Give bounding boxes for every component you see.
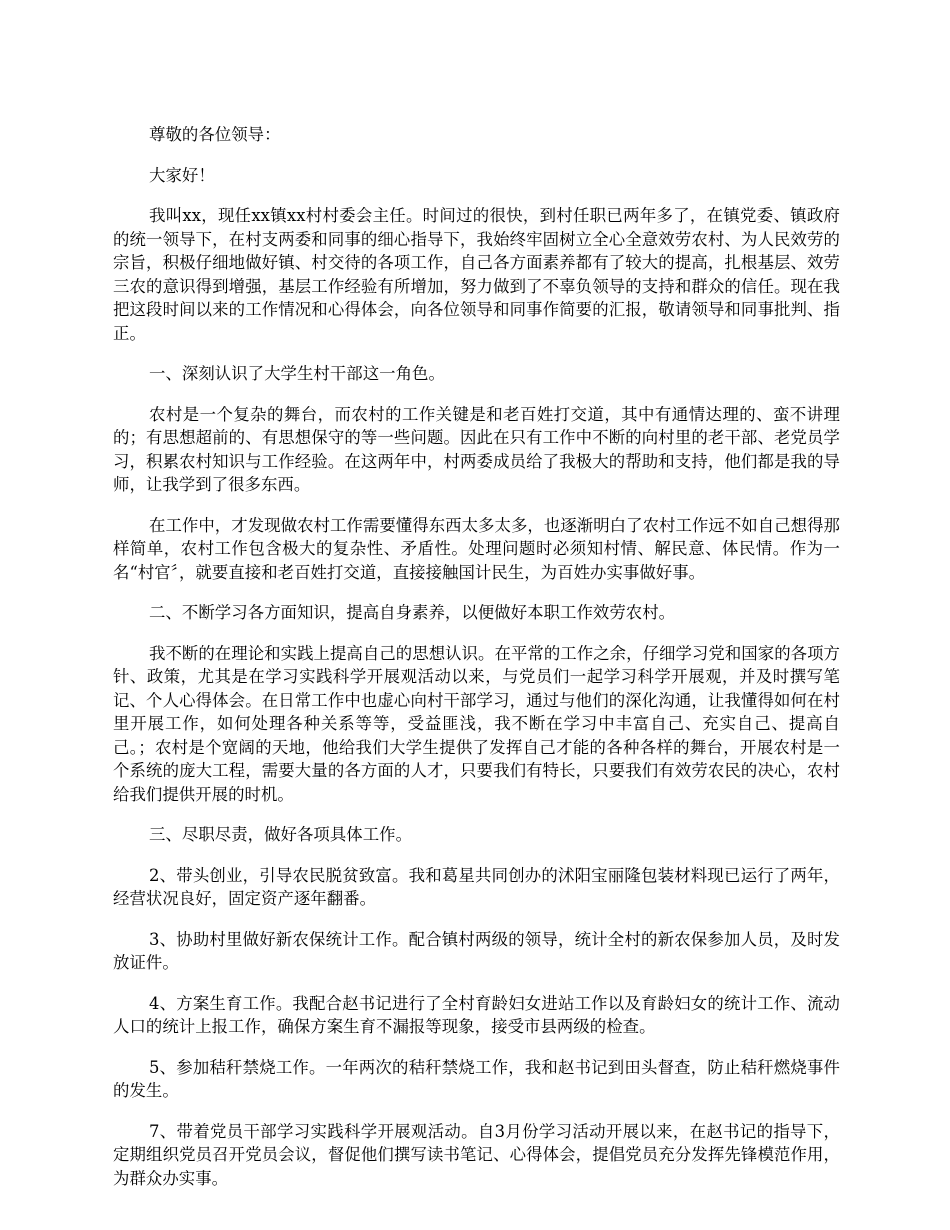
greeting: 大家好！ [149, 165, 215, 185]
section-heading-1: 一、深刻认识了大学生村干部这一角色。 [149, 364, 445, 383]
list-item: 5、参加秸秆禁烧工作。一年两次的秸秆禁烧工作，我和赵书记到田头督查，防止秸秆燃烧事件的发生。 [113, 1057, 840, 1100]
list-item: 3、协助村里做好新农保统计工作。配合镇村两级的领导，统计全村的新农保参加人员，及时发放证件。 [113, 929, 840, 972]
body-paragraph: 在工作中，才发现做农村工作需要懂得东西太多太多，也逐渐明白了农村工作远不如自己想得那样简单，农村工作包含极大的复杂性、矛盾性。处理问题时必须知村情、解民意、体民情。作为一名“村官〞，就要直接和老百姓打交道，直接接触国计民生，为百姓办实事做好事。 [113, 515, 840, 582]
intro-paragraph: 我叫xx，现任xx镇xx村村委会主任。时间过的很快，到村任职已两年多了，在镇党委、镇政府的统一领导下，在村支两委和同事的细心指导下，我始终牢固树立全心全意效劳农村、为人民效劳的宗旨，积极仔细地做好镇、村交待的各项工作，自己各方面素养都有了较大的提高，扎根基层、效劳三农的意识得到增强，基层工作经验有所增加，努力做到了不辜负领导的支持和群众的信任。现在我把这段时间以来的工作情况和心得体会，向各位领导和同事作简要的汇报，敬请领导和同事批判、指正。 [113, 206, 840, 343]
body-paragraph: 农村是一个复杂的舞台，而农村的工作关键是和老百姓打交道，其中有通情达理的、蛮不讲理的；有思想超前的、有思想保守的等一些问题。因此在只有工作中不断的向村里的老干部、老党员学习，积累农村知识与工作经验。在这两年中，村两委成员给了我极大的帮助和支持，他们都是我的导师，让我学到了很多东西。 [113, 404, 840, 494]
section-heading-3: 三、尽职尽责，做好各项具体工作。 [149, 825, 413, 844]
document-body [113, 123, 840, 1207]
salutation: 尊敬的各位领导： [149, 125, 281, 144]
list-item: 4、方案生育工作。我配合赵书记进行了全村育龄妇女进站工作以及育龄妇女的统计工作、流动人口的统计上报工作，确保方案生育不漏报等现象，接受市县两级的检查。 [113, 993, 840, 1036]
list-item: 2、带头创业，引导农民脱贫致富。我和葛星共同创办的沭阳宝丽隆包装材料现已运行了两年，经营状况良好，固定资产逐年翻番。 [113, 865, 840, 908]
body-paragraph: 我不断的在理论和实践上提高自己的思想认识。在平常的工作之余，仔细学习党和国家的各项方针、政策，尤其是在学习实践科学开展观活动以来，与党员们一起学习科学开展观，并及时撰写笔记、个人心得体会。在日常工作中也虚心向村干部学习，通过与他们的深化沟通，让我懂得如何在村里开展工作，如何处理各种关系等等，受益匪浅，我不断在学习中丰富自己、充实自己、提高自己。；农村是个宽阔的天地，他给我们大学生提供了发挥自己才能的各种各样的舞台，开展农村是一个系统的庞大工程，需要大量的各方面的人才，只要我们有特长，只要我们有效劳农民的决心，农村给我们提供开展的时机。 [113, 643, 840, 804]
list-item: 7、带着党员干部学习实践科学开展观活动。自3月份学习活动开展以来，在赵书记的指导下，定期组织党员召开党员会议，督促他们撰写读书笔记、心得体会，提倡党员充分发挥先锋模范作用，为群众办实事。 [113, 1121, 840, 1188]
section-heading-2: 二、不断学习各方面知识，提高自身素养，以便做好本职工作效劳农村。 [149, 603, 676, 622]
